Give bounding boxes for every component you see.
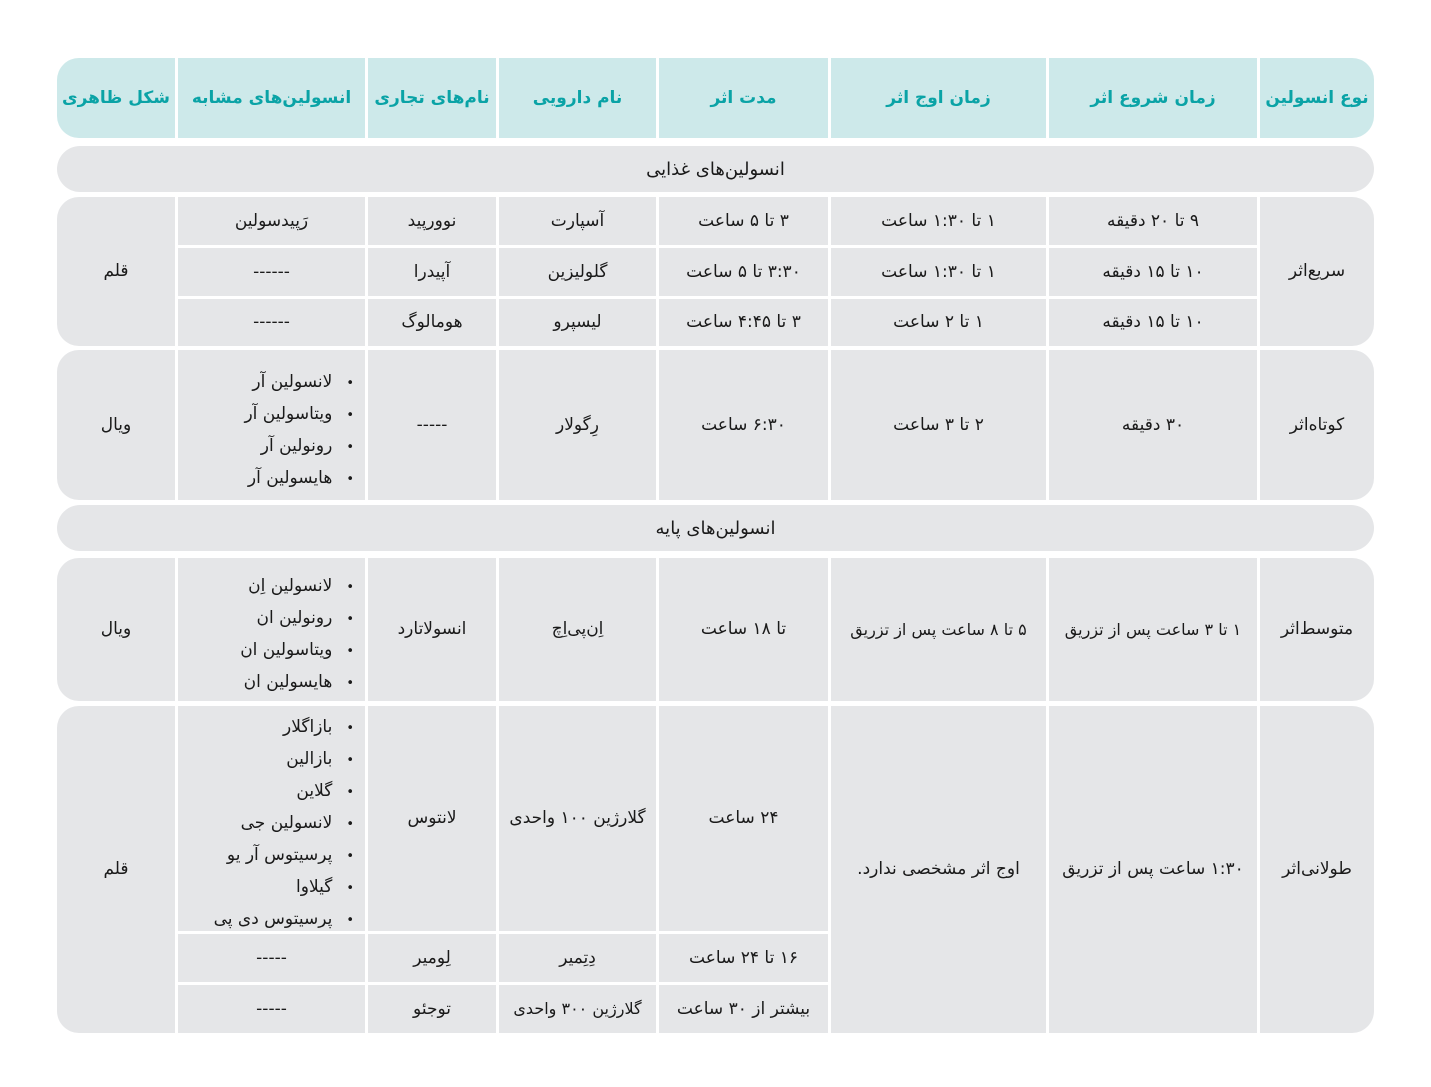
list-item: • لانسولین جی bbox=[178, 808, 354, 840]
header-onset: زمان شروع اثر bbox=[1049, 58, 1257, 138]
rapid-row1-brand: نوورپید bbox=[407, 210, 457, 231]
short-onset: ۳۰ دقیقه bbox=[1121, 414, 1185, 435]
long-row2-brand: لِومیر bbox=[413, 947, 451, 968]
long-row3-generic: گلارژین ۳۰۰ واحدی bbox=[513, 999, 642, 1019]
list-item: • پرسیتوس دی پی bbox=[178, 904, 354, 936]
rapid-row1-peak: ۱ تا ۱:۳۰ ساعت bbox=[881, 210, 996, 231]
intermediate-onset: ۱ تا ۳ ساعت پس از تزریق bbox=[1064, 619, 1242, 639]
rapid-row3-duration: ۳ تا ۴:۴۵ ساعت bbox=[686, 312, 801, 333]
header-generic-name: نام دارویی bbox=[499, 58, 656, 138]
short-form: ویال bbox=[100, 414, 132, 435]
header-brand-names: نام‌های تجاری bbox=[368, 58, 496, 138]
long-row2-duration: ۱۶ تا ۲۴ ساعت bbox=[689, 947, 798, 968]
intermediate-generic: اِن‌پی‌اِچ bbox=[551, 619, 604, 640]
rapid-row3-peak: ۱ تا ۲ ساعت bbox=[893, 312, 984, 333]
list-item: • لانسولین اِن bbox=[178, 571, 354, 603]
header-duration: مدت اثر bbox=[659, 58, 828, 138]
list-item: • هایسولین آر bbox=[178, 463, 354, 495]
intermediate-brand: انسولاتارد bbox=[397, 619, 467, 640]
long-row1-brand: لانتوس bbox=[407, 808, 457, 829]
rapid-row2-similar: ------ bbox=[253, 261, 290, 282]
intermediate-similar-list bbox=[178, 571, 354, 699]
rapid-row2-duration: ۳:۳۰ تا ۵ ساعت bbox=[686, 261, 801, 282]
long-row2-similar: ----- bbox=[256, 947, 287, 968]
list-item: • رونولین آر bbox=[178, 431, 354, 463]
rapid-row3-onset: ۱۰ تا ۱۵ دقیقه bbox=[1102, 312, 1204, 333]
rapid-row3-generic: لیسپرو bbox=[553, 312, 602, 333]
rapid-row1-generic: آسپارت bbox=[550, 210, 605, 231]
rapid-row2-onset: ۱۰ تا ۱۵ دقیقه bbox=[1102, 261, 1204, 282]
short-brand: ----- bbox=[416, 414, 448, 435]
short-similar-list bbox=[178, 367, 354, 495]
long-peak: اوج اثر مشخصی ندارد. bbox=[857, 859, 1020, 880]
long-row3-brand: توجئو bbox=[413, 998, 451, 1019]
short-generic: رِگولار bbox=[556, 414, 599, 435]
list-item: • پرسیتوس آر یو bbox=[178, 840, 354, 872]
header-peak: زمان اوج اثر bbox=[831, 58, 1046, 138]
rapid-row1-onset: ۹ تا ۲۰ دقیقه bbox=[1106, 210, 1200, 231]
list-item: • ویتاسولین آر bbox=[178, 399, 354, 431]
intermediate-form: ویال bbox=[100, 619, 132, 640]
section-title-basal: انسولین‌های پایه bbox=[57, 505, 1374, 551]
rapid-type: سریع‌اثر bbox=[1288, 261, 1346, 282]
list-item: • رونولین ان bbox=[178, 603, 354, 635]
long-row3-duration: بیشتر از ۳۰ ساعت bbox=[676, 998, 811, 1019]
long-form: قلم bbox=[103, 859, 129, 880]
list-item: • گیلاوا bbox=[178, 872, 354, 904]
list-item: • بازالین bbox=[178, 744, 354, 776]
header-insulin-type: نوع انسولین bbox=[1260, 58, 1374, 138]
short-peak: ۲ تا ۳ ساعت bbox=[893, 414, 984, 435]
header-similar-insulins: انسولین‌های مشابه bbox=[178, 58, 365, 138]
long-row1-duration: ۲۴ ساعت bbox=[708, 808, 779, 829]
rapid-row2-brand: آپیدرا bbox=[413, 261, 451, 282]
rapid-row3-brand: هومالوگ bbox=[401, 312, 463, 333]
intermediate-type: متوسط‌اثر bbox=[1280, 619, 1354, 640]
header-form: شکل ظاهری bbox=[57, 58, 175, 138]
rapid-row3-similar: ------ bbox=[253, 312, 290, 333]
long-row1-generic: گلارژین ۱۰۰ واحدی bbox=[509, 808, 646, 829]
long-onset: ۱:۳۰ ساعت پس از تزریق bbox=[1062, 859, 1244, 880]
rapid-form: قلم bbox=[103, 261, 129, 282]
rapid-row1-similar: رَپیدسولین bbox=[234, 210, 309, 231]
section-title-prandial: انسولین‌های غذایی bbox=[57, 146, 1374, 192]
short-type: کوتاه‌اثر bbox=[1289, 414, 1345, 435]
intermediate-duration: تا ۱۸ ساعت bbox=[700, 619, 787, 640]
long-type: طولانی‌اثر bbox=[1282, 859, 1352, 880]
intermediate-peak: ۵ تا ۸ ساعت پس از تزریق bbox=[850, 619, 1027, 639]
rapid-row1-duration: ۳ تا ۵ ساعت bbox=[698, 210, 789, 231]
list-item: • ویتاسولین ان bbox=[178, 635, 354, 667]
long-row2-generic: دِتِمیر bbox=[559, 947, 596, 968]
list-item: • گلاین bbox=[178, 776, 354, 808]
list-item: • لانسولین آر bbox=[178, 367, 354, 399]
long-row1-similar-list bbox=[178, 712, 354, 936]
long-row3-similar: ----- bbox=[256, 998, 287, 1019]
short-duration: ۶:۳۰ ساعت bbox=[701, 414, 786, 435]
rapid-row2-peak: ۱ تا ۱:۳۰ ساعت bbox=[881, 261, 996, 282]
rapid-row2-generic: گلولیزین bbox=[547, 261, 608, 282]
list-item: • بازاگلار bbox=[178, 712, 354, 744]
list-item: • هایسولین ان bbox=[178, 667, 354, 699]
